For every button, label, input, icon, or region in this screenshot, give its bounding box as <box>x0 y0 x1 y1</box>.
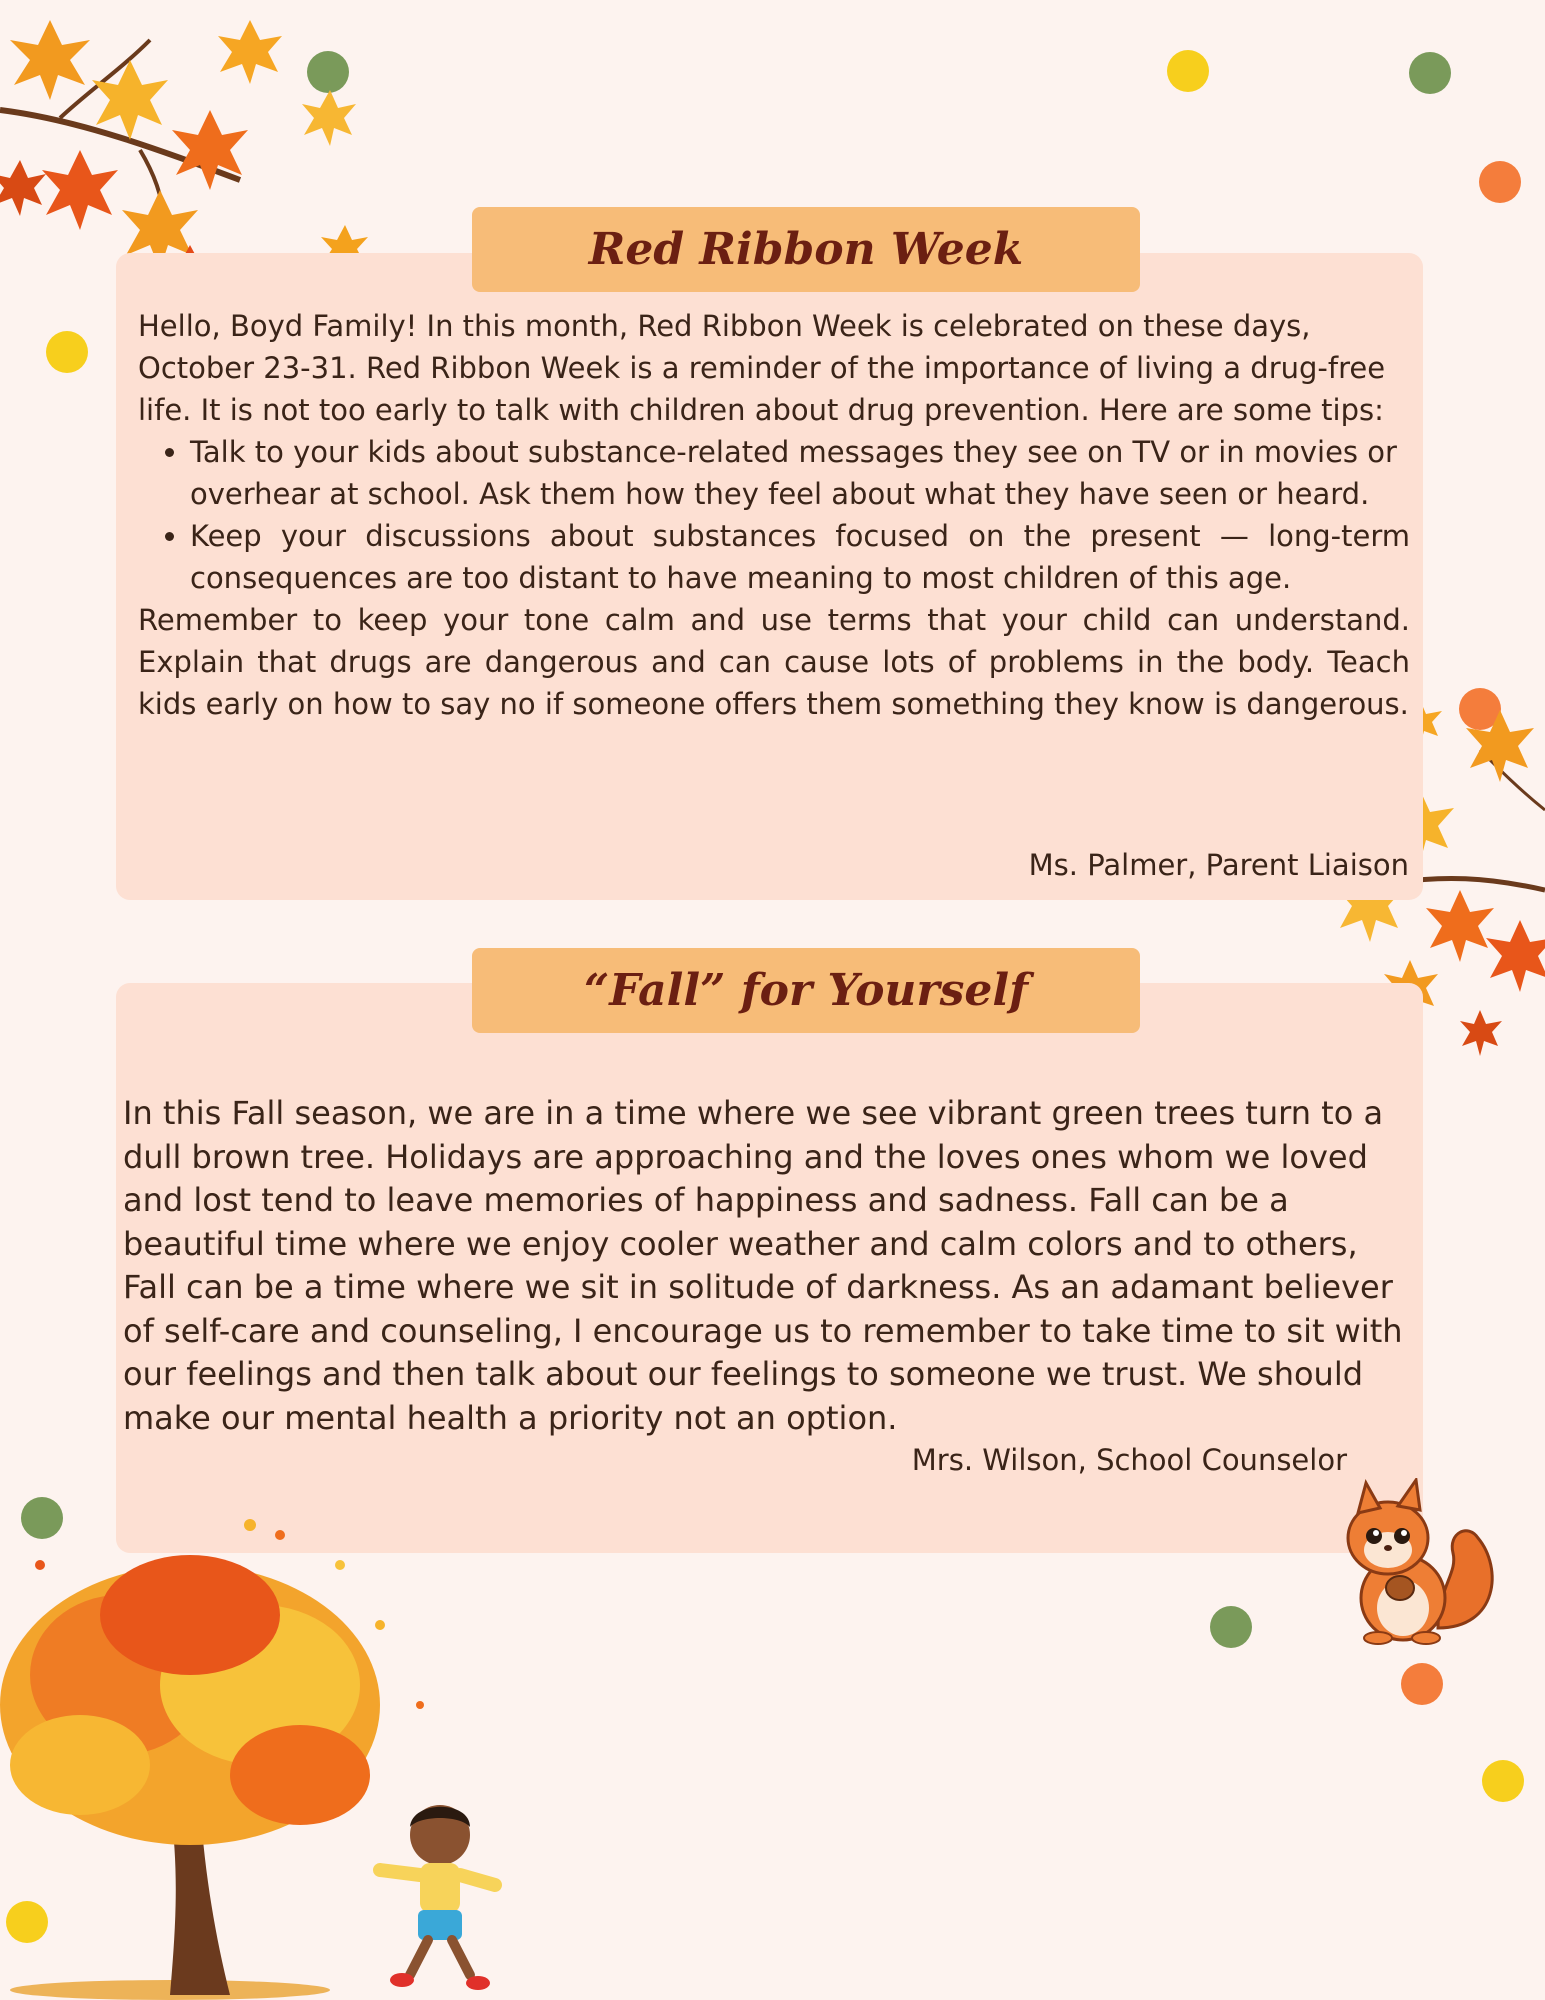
tips-list <box>138 431 1410 599</box>
tip-item: • Keep your discussions about substances focused on the present — long-term consequences are too distant to have meaning to most children of this age. <box>190 515 1410 599</box>
fall-for-yourself-title: “Fall” for Yourself <box>472 948 1140 1033</box>
counselor-paragraph: In this Fall season, we are in a time where we see vibrant green trees turn to a dull brown tree. Holidays are approaching and the loves ones whom we loved and lost tend to leave memories of happiness and sadness. Fall can be a beautiful time where we enjoy cooler weather and calm colors and to others, Fall can be a time where we sit in solitude of darkness. As an adamant believer of self-care and counseling, I encourage us to remember to take time to sit with our feelings and then talk about our feelings to someone we trust. We should make our mental health a priority not an option. <box>123 1094 1403 1437</box>
red-ribbon-week-title: Red Ribbon Week <box>472 207 1140 292</box>
decor-dot <box>1210 1606 1252 1648</box>
red-ribbon-week-content <box>138 305 1410 725</box>
tip-item: • Talk to your kids about substance-related messages they see on TV or in movies or overhear at school. Ask them how they feel about what they have seen or heard. <box>190 431 1410 515</box>
squirrel-icon <box>1328 1478 1498 1648</box>
decor-dot <box>1167 50 1209 92</box>
closing-paragraph: Remember to keep your tone calm and use terms that your child can understand. Explain that drugs are dangerous and can cause lots of problems in the body. Teach kids early on how to say no if someone offers them something they know is dangerous. <box>138 603 1410 721</box>
autumn-tree-icon <box>0 1505 520 2000</box>
decor-dot <box>1482 1760 1524 1802</box>
fall-for-yourself-content <box>123 1092 1413 1440</box>
decor-dot <box>1479 161 1521 203</box>
decor-dot <box>46 331 88 373</box>
decor-dot <box>1401 1663 1443 1705</box>
parent-liaison-signature: Ms. Palmer, Parent Liaison <box>1028 848 1409 882</box>
decor-dot <box>1409 52 1451 94</box>
intro-paragraph: Hello, Boyd Family! In this month, Red Ribbon Week is celebrated on these days, October 23-31. Red Ribbon Week is a reminder of the importance of living a drug-free life. It is not too early to talk with children about drug prevention. Here are some tips: <box>138 309 1386 427</box>
school-counselor-signature: Mrs. Wilson, School Counselor <box>911 1443 1347 1477</box>
